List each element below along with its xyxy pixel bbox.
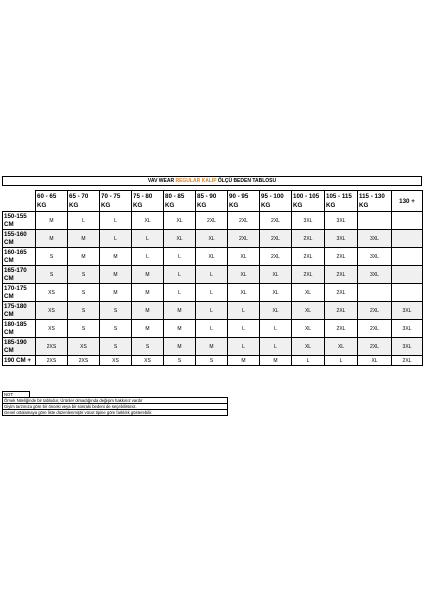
size-cell: XL xyxy=(196,248,228,266)
size-cell: XS xyxy=(36,320,68,338)
table-row xyxy=(3,338,423,356)
weight-header: 75 - 80 KG xyxy=(132,191,164,212)
height-label: 170-175 CM xyxy=(3,284,36,302)
size-cell xyxy=(358,284,392,302)
size-cell: L xyxy=(100,212,132,230)
height-label: 175-180 CM xyxy=(3,302,36,320)
size-cell: XS xyxy=(68,338,100,356)
size-cell: M xyxy=(100,266,132,284)
size-cell: 2XL xyxy=(292,230,325,248)
size-cell: 2XL xyxy=(358,320,392,338)
size-cell: L xyxy=(228,338,260,356)
weight-header: 95 - 100 KG xyxy=(260,191,292,212)
size-cell: 3XL xyxy=(392,320,423,338)
size-cell: L xyxy=(132,248,164,266)
size-cell: 2XL xyxy=(228,230,260,248)
size-cell: XL xyxy=(325,338,358,356)
size-cell: XL xyxy=(292,284,325,302)
size-cell: M xyxy=(68,230,100,248)
table-row xyxy=(3,302,423,320)
size-cell: S xyxy=(68,320,100,338)
size-cell: L xyxy=(260,338,292,356)
size-cell: 2XL xyxy=(392,356,423,366)
size-cell: 3XL xyxy=(325,230,358,248)
title-accent: REGULAR KALIP xyxy=(175,178,217,184)
table-row xyxy=(3,356,423,366)
size-cell: 2XL xyxy=(325,284,358,302)
title-brand: VAV WEAR xyxy=(147,178,175,184)
header-row xyxy=(3,191,423,212)
size-cell: 3XL xyxy=(358,266,392,284)
size-cell: XL xyxy=(292,338,325,356)
size-cell: XS xyxy=(132,356,164,366)
size-cell: S xyxy=(68,302,100,320)
size-cell: 2XL xyxy=(196,212,228,230)
size-cell: XL xyxy=(164,212,196,230)
size-cell: XL xyxy=(292,302,325,320)
size-cell: 2XS xyxy=(36,338,68,356)
size-cell: L xyxy=(164,266,196,284)
table-row xyxy=(3,284,423,302)
size-cell: M xyxy=(196,338,228,356)
table-row xyxy=(3,212,423,230)
table-row xyxy=(3,230,423,248)
size-cell: 2XS xyxy=(68,356,100,366)
weight-header: 130 + xyxy=(392,191,423,212)
size-cell: M xyxy=(164,302,196,320)
size-cell: L xyxy=(196,284,228,302)
size-cell xyxy=(392,248,423,266)
size-cell xyxy=(392,212,423,230)
size-cell: XL xyxy=(228,284,260,302)
size-cell: 2XL xyxy=(260,230,292,248)
size-cell xyxy=(358,212,392,230)
size-cell: 2XL xyxy=(260,212,292,230)
size-cell xyxy=(392,266,423,284)
size-cell: L xyxy=(228,302,260,320)
size-cell: L xyxy=(325,356,358,366)
size-cell: XL xyxy=(260,302,292,320)
weight-header: 65 - 70 KG xyxy=(68,191,100,212)
table-row xyxy=(3,320,423,338)
size-cell: 2XL xyxy=(228,212,260,230)
size-cell: S xyxy=(68,266,100,284)
height-label: 190 CM + xyxy=(3,356,36,366)
size-cell: M xyxy=(132,320,164,338)
size-cell: 3XL xyxy=(325,212,358,230)
size-cell: M xyxy=(228,356,260,366)
size-cell: M xyxy=(36,212,68,230)
size-cell: S xyxy=(36,248,68,266)
size-cell: 2XL xyxy=(260,248,292,266)
height-label: 185-190 CM xyxy=(3,338,36,356)
size-cell: 2XS xyxy=(36,356,68,366)
size-cell: XL xyxy=(292,320,325,338)
size-cell: L xyxy=(68,212,100,230)
size-cell: S xyxy=(36,266,68,284)
size-cell: XL xyxy=(260,266,292,284)
size-cell: 2XL xyxy=(358,338,392,356)
size-cell: L xyxy=(228,320,260,338)
size-cell: XL xyxy=(132,212,164,230)
weight-header: 70 - 75 KG xyxy=(100,191,132,212)
size-cell: L xyxy=(132,230,164,248)
size-cell: M xyxy=(164,320,196,338)
size-cell: M xyxy=(260,356,292,366)
height-label: 155-160 CM xyxy=(3,230,36,248)
size-cell: 2XL xyxy=(325,302,358,320)
size-cell: L xyxy=(260,320,292,338)
size-cell: L xyxy=(164,284,196,302)
size-cell: 3XL xyxy=(358,248,392,266)
table-row xyxy=(3,266,423,284)
weight-header: 80 - 85 KG xyxy=(164,191,196,212)
size-cell: L xyxy=(196,320,228,338)
size-cell: M xyxy=(100,248,132,266)
size-cell: XS xyxy=(100,356,132,366)
size-cell: L xyxy=(196,302,228,320)
size-cell: M xyxy=(132,284,164,302)
size-cell: L xyxy=(100,230,132,248)
weight-header: 90 - 95 KG xyxy=(228,191,260,212)
size-cell: S xyxy=(100,302,132,320)
table-row xyxy=(3,248,423,266)
size-cell: M xyxy=(100,284,132,302)
notes-box xyxy=(2,392,228,416)
size-cell: 3XL xyxy=(292,212,325,230)
size-cell: M xyxy=(36,230,68,248)
size-cell: 2XL xyxy=(292,248,325,266)
weight-header: 115 - 130 KG xyxy=(358,191,392,212)
weight-header: 85 - 90 KG xyxy=(196,191,228,212)
weight-header: 60 - 65 KG xyxy=(36,191,68,212)
size-cell: L xyxy=(292,356,325,366)
size-cell: M xyxy=(132,266,164,284)
note-line: Örnek Niteliğinde bir tablodur, Ürünler olmadığında değişim hakkınız vardır xyxy=(2,397,228,404)
chart-title xyxy=(2,176,422,186)
size-cell: XL xyxy=(164,230,196,248)
height-label: 180-185 CM xyxy=(3,320,36,338)
size-cell: 3XL xyxy=(392,302,423,320)
note-line: Genel ortalamaya göre liste düzenlenmiştir vücut tipine göre farklılık gösterebilir. xyxy=(2,409,228,416)
title-rest: ÖLÇÜ BEDEN TABLOSU xyxy=(217,178,277,184)
size-cell: XL xyxy=(228,248,260,266)
size-cell: XL xyxy=(228,266,260,284)
size-cell: S xyxy=(100,320,132,338)
size-cell: 2XL xyxy=(325,248,358,266)
size-cell: S xyxy=(68,284,100,302)
notes-heading: NOT: xyxy=(2,391,30,398)
size-cell: S xyxy=(100,338,132,356)
size-cell: S xyxy=(132,338,164,356)
note-line: Giyim tarzınıza göre bir önceki veya bir sonraki bedeni de seçebilirsiniz. xyxy=(2,403,228,410)
size-cell: 2XL xyxy=(358,302,392,320)
height-label: 165-170 CM xyxy=(3,266,36,284)
size-table xyxy=(2,190,423,366)
size-cell: M xyxy=(132,302,164,320)
height-label: 160-165 CM xyxy=(3,248,36,266)
size-cell: S xyxy=(196,356,228,366)
size-cell: L xyxy=(196,266,228,284)
weight-header: 105 - 115 KG xyxy=(325,191,358,212)
size-cell: 2XL xyxy=(325,320,358,338)
size-cell: L xyxy=(164,248,196,266)
size-cell: 2XL xyxy=(292,266,325,284)
weight-header: 100 - 105 KG xyxy=(292,191,325,212)
size-cell xyxy=(392,284,423,302)
size-cell: 2XL xyxy=(325,266,358,284)
size-cell: XS xyxy=(36,302,68,320)
corner-cell xyxy=(3,191,36,212)
size-cell: 3XL xyxy=(358,230,392,248)
size-cell: 3XL xyxy=(392,338,423,356)
size-cell: XL xyxy=(260,284,292,302)
size-cell: XS xyxy=(36,284,68,302)
size-cell: M xyxy=(164,338,196,356)
size-cell: S xyxy=(164,356,196,366)
size-cell: XL xyxy=(196,230,228,248)
size-cell: M xyxy=(68,248,100,266)
size-cell xyxy=(392,230,423,248)
size-cell: XL xyxy=(358,356,392,366)
height-label: 150-155 CM xyxy=(3,212,36,230)
